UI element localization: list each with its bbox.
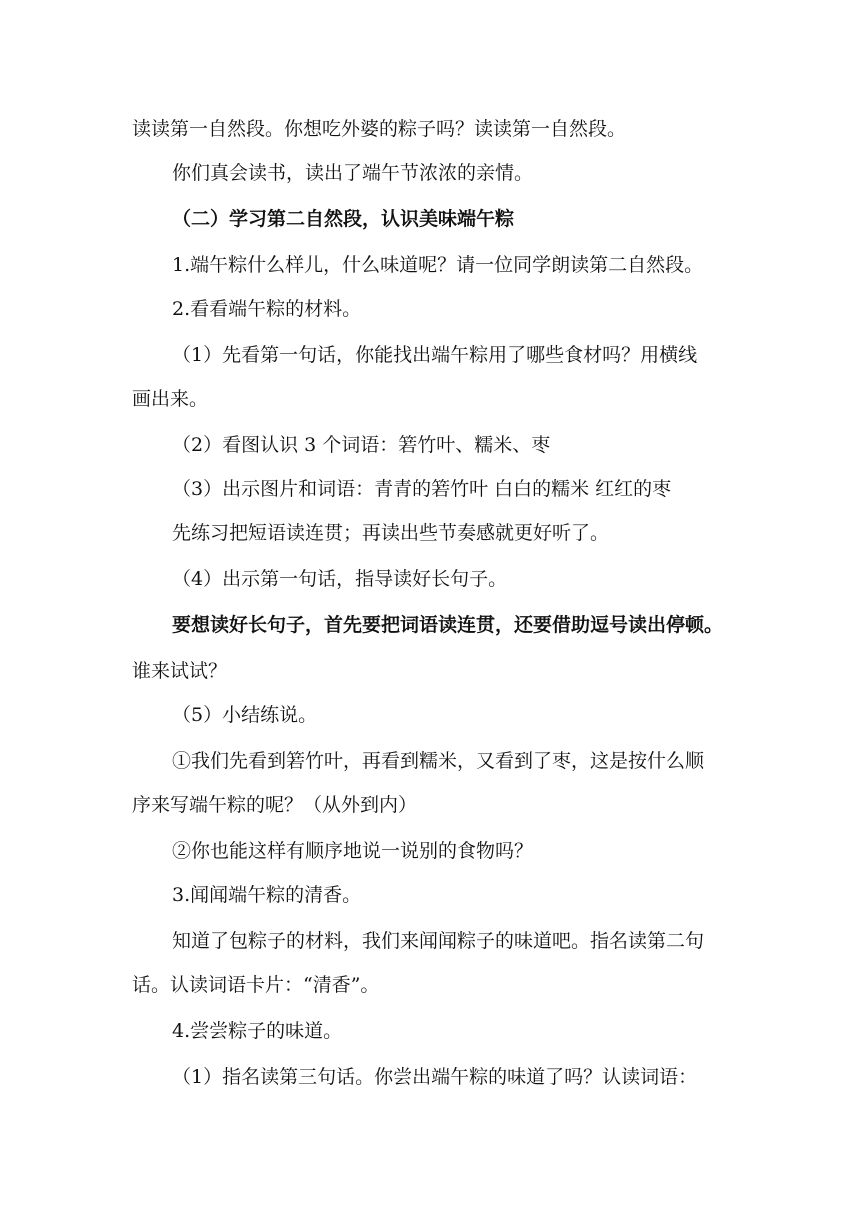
text-line-8: （2）看图认识 3 个词语：箬竹叶、糯米、枣 [172, 434, 551, 456]
text-line-4: 1.端午粽什么样儿，什么味道呢？请一位同学朗读第二自然段。 [172, 254, 704, 276]
text-line-14: （5）小结练说。 [172, 704, 318, 726]
text-line-16: 序来写端午粽的呢？（从外到内） [132, 794, 418, 816]
text-line-5: 2.看看端午粽的材料。 [172, 298, 362, 320]
text-line-13: 谁来试试？ [132, 660, 228, 682]
text-line-2: 你们真会读书，读出了端午节浓浓的亲情。 [172, 162, 534, 184]
text-line-7: 画出来。 [132, 388, 209, 410]
text-line-19: 知道了包粽子的材料，我们来闻闻粽子的味道吧。指名读第二句 [172, 930, 705, 952]
text-line-21: 4.尝尝粽子的味道。 [172, 1020, 343, 1042]
text-line-1: 读读第一自然段。你想吃外婆的粽子吗？读读第一自然段。 [132, 118, 627, 140]
text-line-10: 先练习把短语读连贯；再读出些节奏感就更好听了。 [172, 522, 610, 544]
text-line-17: ②你也能这样有顺序地说一说别的食物吗？ [172, 840, 534, 862]
text-line-11: （4）出示第一句话，指导读好长句子。 [172, 568, 508, 590]
section-heading: （二）学习第二自然段，认识美味端午粽 [172, 208, 515, 230]
emphasis-line: 要想读好长句子，首先要把词语读连贯，还要借助逗号读出停顿。 [172, 614, 724, 636]
text-line-20: 话。认读词语卡片：“清香”。 [132, 974, 380, 996]
text-line-22: （1）指名读第三句话。你尝出端午粽的味道了吗？认读词语： [172, 1066, 698, 1088]
text-line-18: 3.闻闻端午粽的清香。 [172, 884, 362, 906]
text-line-6: （1）先看第一句话，你能找出端午粽用了哪些食材吗？用横线 [172, 344, 698, 366]
text-line-9: （3）出示图片和词语：青青的箬竹叶 白白的糯米 红红的枣 [172, 478, 672, 500]
text-line-15: ①我们先看到箬竹叶，再看到糯米，又看到了枣，这是按什么顺 [172, 750, 705, 772]
